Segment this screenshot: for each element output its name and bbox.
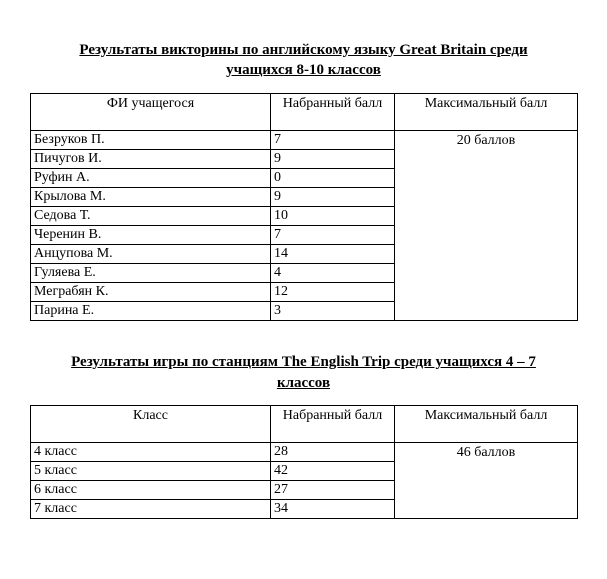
row-score-cell: 28 bbox=[271, 443, 395, 462]
row-score-cell: 34 bbox=[271, 500, 395, 519]
row-score-cell: 7 bbox=[271, 226, 395, 245]
table-header-row bbox=[31, 406, 578, 443]
row-name-cell: Руфин А. bbox=[31, 169, 271, 188]
column-header-class: Класс bbox=[31, 406, 271, 443]
table-row bbox=[31, 443, 578, 462]
row-name-cell: 5 класс bbox=[31, 462, 271, 481]
column-header-name: ФИ учащегося bbox=[31, 94, 271, 131]
row-name-cell: 7 класс bbox=[31, 500, 271, 519]
row-name-cell: 4 класс bbox=[31, 443, 271, 462]
max-score-cell: 20 баллов bbox=[395, 131, 578, 321]
quiz-title-line-1: Результаты викторины по английскому языку Great Britain среди bbox=[79, 42, 528, 58]
column-header-score: Набранный балл bbox=[271, 94, 395, 131]
column-header-score: Набранный балл bbox=[271, 406, 395, 443]
row-score-cell: 14 bbox=[271, 245, 395, 264]
row-score-cell: 9 bbox=[271, 188, 395, 207]
row-name-cell: Меграбян К. bbox=[31, 283, 271, 302]
quiz-results-table bbox=[30, 93, 578, 321]
quiz-title-line-2: учащихся 8-10 классов bbox=[226, 62, 381, 78]
table-header-row bbox=[31, 94, 578, 131]
row-name-cell: Парина Е. bbox=[31, 302, 271, 321]
row-score-cell: 7 bbox=[271, 131, 395, 150]
max-score-cell: 46 баллов bbox=[395, 443, 578, 519]
row-score-cell: 0 bbox=[271, 169, 395, 188]
row-name-cell: Анцупова М. bbox=[31, 245, 271, 264]
row-score-cell: 10 bbox=[271, 207, 395, 226]
row-name-cell: Крылова М. bbox=[31, 188, 271, 207]
row-name-cell: Пичугов И. bbox=[31, 150, 271, 169]
table-row bbox=[31, 131, 578, 150]
column-header-max: Максимальный балл bbox=[395, 406, 578, 443]
game-title-line-2: классов bbox=[276, 375, 331, 391]
game-title-line-1: Результаты игры по станциям The English Trip среди учащихся 4 – 7 bbox=[71, 354, 536, 370]
game-results-table bbox=[30, 405, 578, 519]
row-name-cell: Гуляева Е. bbox=[31, 264, 271, 283]
row-name-cell: Седова Т. bbox=[31, 207, 271, 226]
row-name-cell: 6 класс bbox=[31, 481, 271, 500]
row-score-cell: 4 bbox=[271, 264, 395, 283]
row-score-cell: 27 bbox=[271, 481, 395, 500]
row-score-cell: 3 bbox=[271, 302, 395, 321]
row-score-cell: 12 bbox=[271, 283, 395, 302]
column-header-max: Максимальный балл bbox=[395, 94, 578, 131]
row-score-cell: 9 bbox=[271, 150, 395, 169]
row-name-cell: Черенин В. bbox=[31, 226, 271, 245]
row-score-cell: 42 bbox=[271, 462, 395, 481]
row-name-cell: Безруков П. bbox=[31, 131, 271, 150]
